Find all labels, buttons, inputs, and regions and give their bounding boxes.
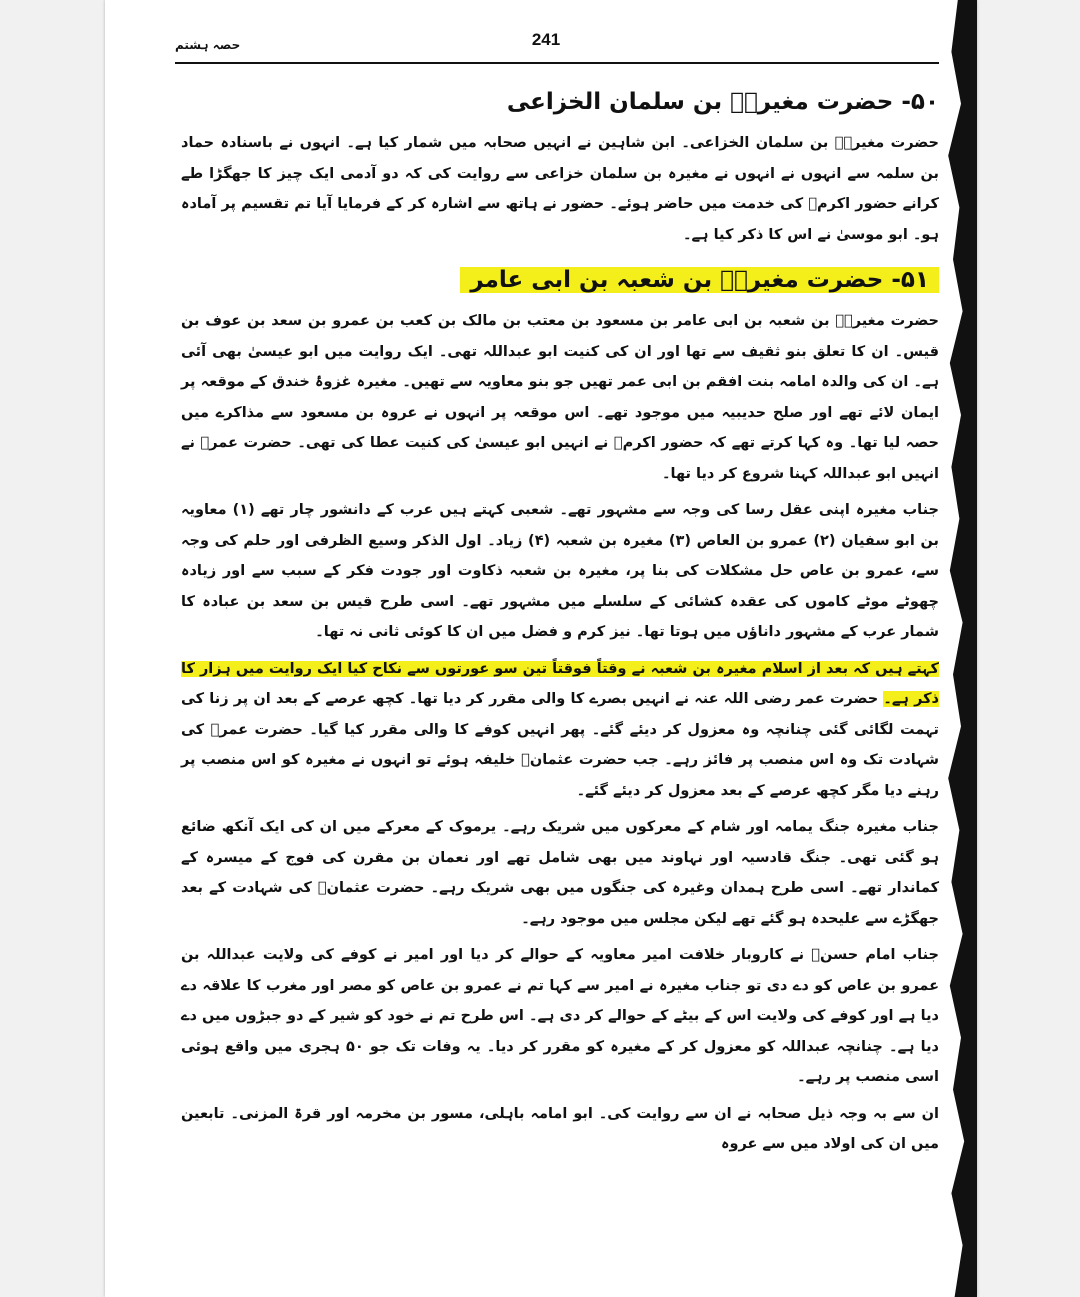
- paragraph-4-rest: حضرت عمر رضی اللہ عنہ نے انہیں بصرے کا والی مقرر کر دیا تھا۔ کچھ عرصے کے بعد ان پر زنا کی تہمت لگائی گئی چنانچہ وہ معزول کر دیئے گئے۔ پھر انہیں کوفے کا والی مقرر کیا گیا۔ حضرت عمرؓ کی شہادت تک وہ اس منصب پر فائز رہے۔ جب حضرت عثمانؓ خلیفہ ہوئے تو انہوں نے مغیرہ کو اس منصب پر رہنے دیا مگر کچھ عرصے کے بعد معزول کر دیئے گئے۔: [181, 691, 939, 799]
- paragraph-7: ان سے بہ وجہ ذیل صحابہ نے ان سے روایت کی۔ ابو امامہ باہلی، مسور بن مخرمہ اور قرۃ المزنی۔ تابعین میں ان کی اولاد میں سے عروہ: [181, 1105, 939, 1152]
- page-content: [181, 72, 939, 1166]
- header-rule: [175, 62, 939, 64]
- heading-mughira-bin-salman: ۵۰- حضرت مغیرہؓ بن سلمان الخزاعی: [506, 89, 939, 115]
- paragraph-2: حضرت مغیرہؓ بن شعبہ بن ابی عامر بن مسعود بن معتب بن مالک بن کعب بن عمرو بن سعد بن عوف بن قیس۔ ان کا تعلق بنو ثقیف سے تھا اور ان کی کنیت ابو عبداللہ تھی۔ ایک روایت میں ابو عیسیٰ بھی آئی ہے۔ ان کی والدہ امامہ بنت افقم بن ابی عمر تھیں جو بنو معاویہ سے تھیں۔ مغیرہ غزوۂ خندق کے موقعہ پر ایمان لائے تھے اور صلح حدیبیہ میں موجود تھے۔ اس موقعہ پر انہوں نے عروہ بن مسعود سے مذاکرے میں حصہ لیا تھا۔ وہ کہا کرتے تھے کہ حضور اکرمؐ نے انہیں ابو عیسیٰ کی کنیت عطا کی تھی۔ حضرت عمرؓ نے انہیں ابو عبداللہ کہنا شروع کر دیا تھا۔: [181, 313, 939, 482]
- heading-2-text: ۵۱- حضرت مغیرہؓ بن شعبہ بن ابی عامر: [460, 267, 939, 293]
- page-header: [175, 30, 917, 60]
- highlighted-sentence: کہتے ہیں کہ بعد از اسلام مغیرہ بن شعبہ نے وقتاً فوقتاً تین سو عورتوں سے نکاح کیا ایک روایت میں ہزار کا ذکر ہے۔: [181, 660, 939, 707]
- heading-mughira-bin-shuba: [181, 258, 939, 302]
- page-number: 241: [531, 30, 561, 49]
- section-label: حصہ ہشتم: [175, 38, 241, 52]
- book-page: [105, 0, 977, 1297]
- torn-page-edge: [945, 0, 977, 1297]
- paragraph-3: جناب مغیرہ اپنی عقل رسا کی وجہ سے مشہور تھے۔ شعبی کہتے ہیں عرب کے دانشور چار تھے (۱) معاویہ بن ابو سفیان (۲) عمرو بن العاص (۳) مغیرہ بن شعبہ (۴) زیاد۔ اول الذکر وسیع الظرفی اور حلم کی وجہ سے، عمرو بن عاص حل مشکلات کی بنا پر، مغیرہ بن شعبہ ذکاوت اور جودت فکر کے سبب سے اور زیادہ چھوٹے موٹے کاموں کی عقدہ کشائی کے سلسلے میں مشہور تھے۔ اسی طرح قیس بن سعد بن عبادہ کا شمار عرب کے مشہور داناؤں میں ہوتا تھا۔ نیز کرم و فضل میں ان کا کوئی ثانی نہ تھا۔: [181, 502, 939, 640]
- paragraph-5: جناب مغیرہ جنگ یمامہ اور شام کے معرکوں میں شریک رہے۔ یرموک کے معرکے میں ان کی ایک آنکھ ضائع ہو گئی تھی۔ جنگ قادسیہ اور نہاوند میں بھی شامل تھے اور نعمان بن مقرن کی فوج کے میسرہ کے کماندار تھے۔ اسی طرح ہمدان وغیرہ کی جنگوں میں بھی شریک رہے۔ حضرت عثمانؓ کی شہادت کے بعد جھگڑے سے علیحدہ ہو گئے تھے لیکن مجلس میں موجود رہے۔: [181, 819, 939, 927]
- paragraph-6: جناب امام حسنؓ نے کاروبار خلافت امیر معاویہ کے حوالے کر دیا اور امیر نے کوفے کی ولایت عبداللہ بن عمرو بن عاص کو دے دی تو جناب مغیرہ نے امیر سے کہا تم نے عمرو بن عاص کو مصر اور مغرب کا علاقہ دے دیا ہے اور کوفے کی ولایت اس کے بیٹے کے حوالے کر دی ہے۔ اس طرح تم نے خود کو شیر کے دو جبڑوں میں دے دیا ہے۔ چنانچہ عبداللہ کو معزول کر کے مغیرہ کو مقرر کر دیا۔ یہ وفات تک جو ۵۰ ہجری میں واقع ہوئی اسی منصب پر رہے۔: [181, 947, 939, 1085]
- paragraph-1: حضرت مغیرہؓ بن سلمان الخزاعی۔ ابن شاہین نے انہیں صحابہ میں شمار کیا ہے۔ انہوں نے باسنادہ حماد بن سلمہ سے انہوں نے انہوں نے مغیرہ بن سلمان خزاعی سے روایت کی کہ دو آدمی ایک چیز کا جھگڑا طے کرانے حضور اکرمؐ کی خدمت میں حاضر ہوئے۔ حضور نے ہاتھ سے اشارہ کر کے فرمایا آیا تم تقسیم پر آمادہ ہو۔ ابو موسیٰ نے اس کا ذکر کیا ہے۔: [181, 135, 939, 243]
- paragraph-4: [181, 654, 939, 807]
